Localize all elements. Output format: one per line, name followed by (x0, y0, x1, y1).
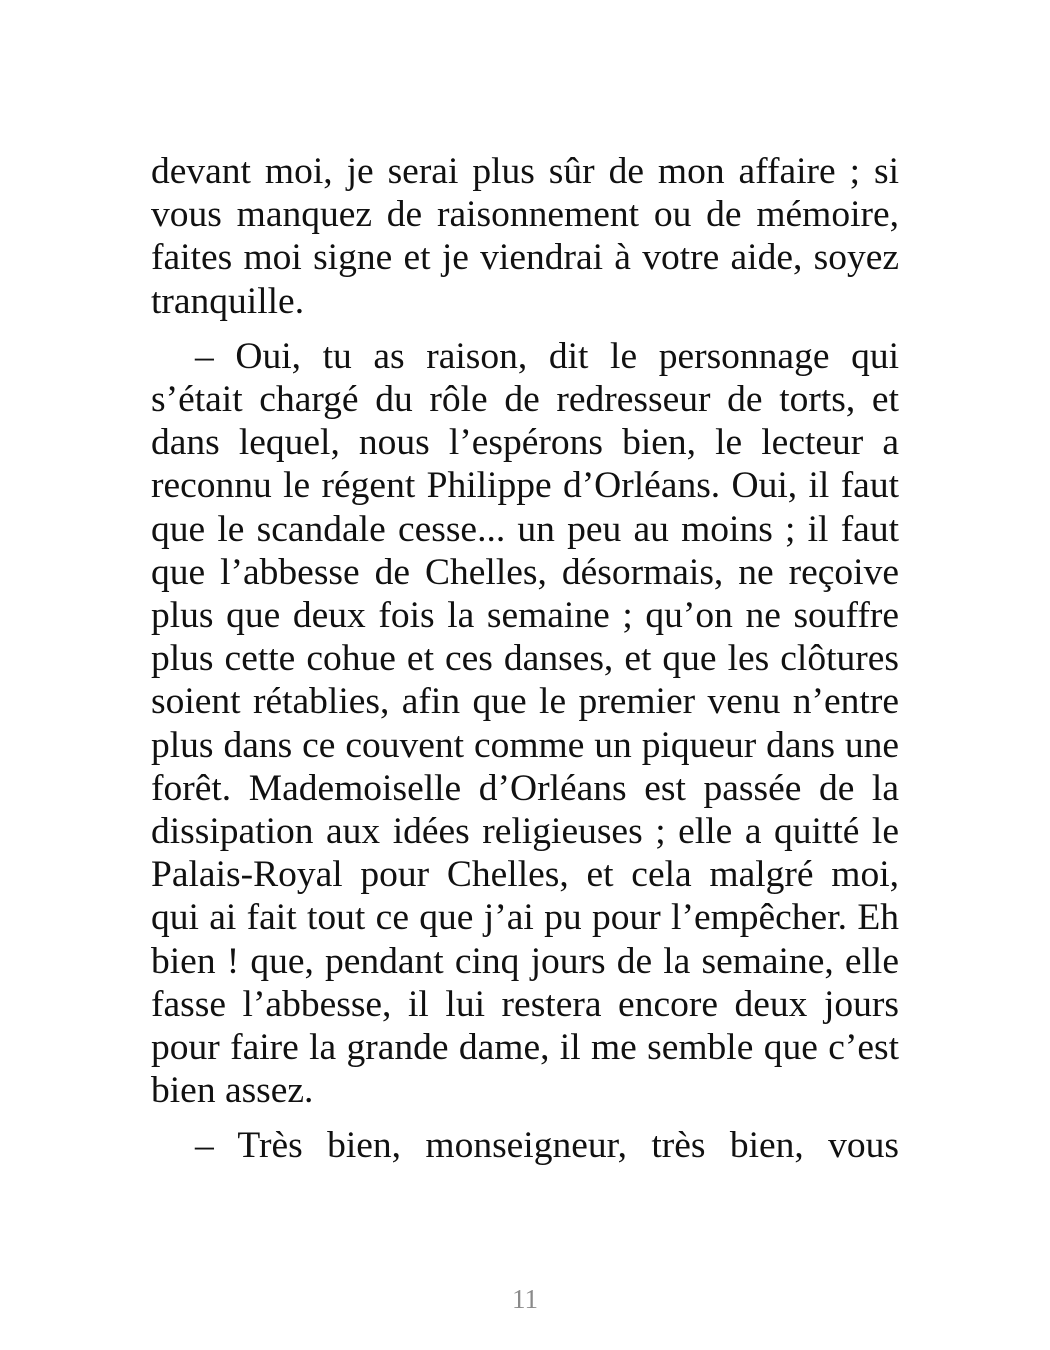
paragraph-dialogue-regent: – Oui, tu as raison, dit le personnage qui s’était chargé du rôle de redresseur de torts, et dans lequel, nous l’espérons bien, le lecteur a reconnu le régent Philippe d’Orléans. Oui, il faut que le scandale cesse... un peu au moins ; il faut que l’abbesse de Chelles, désormais, ne reçoive plus que deux fois la semaine ; qu’on ne souffre plus cette cohue et ces danses, et que les clôtures soient rétablies, afin que le premier venu n’entre plus dans ce couvent comme un piqueur dans une forêt. Mademoiselle d’Orléans est passée de la dissipation aux idées religieuses ; elle a quitté le Palais-Royal pour Chelles, et cela malgré moi, qui ai fait tout ce que j’ai pu pour l’empêcher. Eh bien ! que, pendant cinq jours de la semaine, elle fasse l’abbesse, il lui restera encore deux jours pour faire la grande dame, il me semble que c’est bien assez. (151, 335, 899, 1112)
page-number: 11 (512, 1284, 538, 1314)
paragraph-continuation: devant moi, je serai plus sûr de mon affaire ; si vous manquez de raisonnement ou de mémoire, faites moi signe et je viendrai à votre aide, soyez tranquille. (151, 151, 899, 322)
paragraph-dialogue-reply: – Très bien, monseigneur, très bien, vous (195, 1125, 899, 1167)
page-text (151, 150, 899, 1168)
